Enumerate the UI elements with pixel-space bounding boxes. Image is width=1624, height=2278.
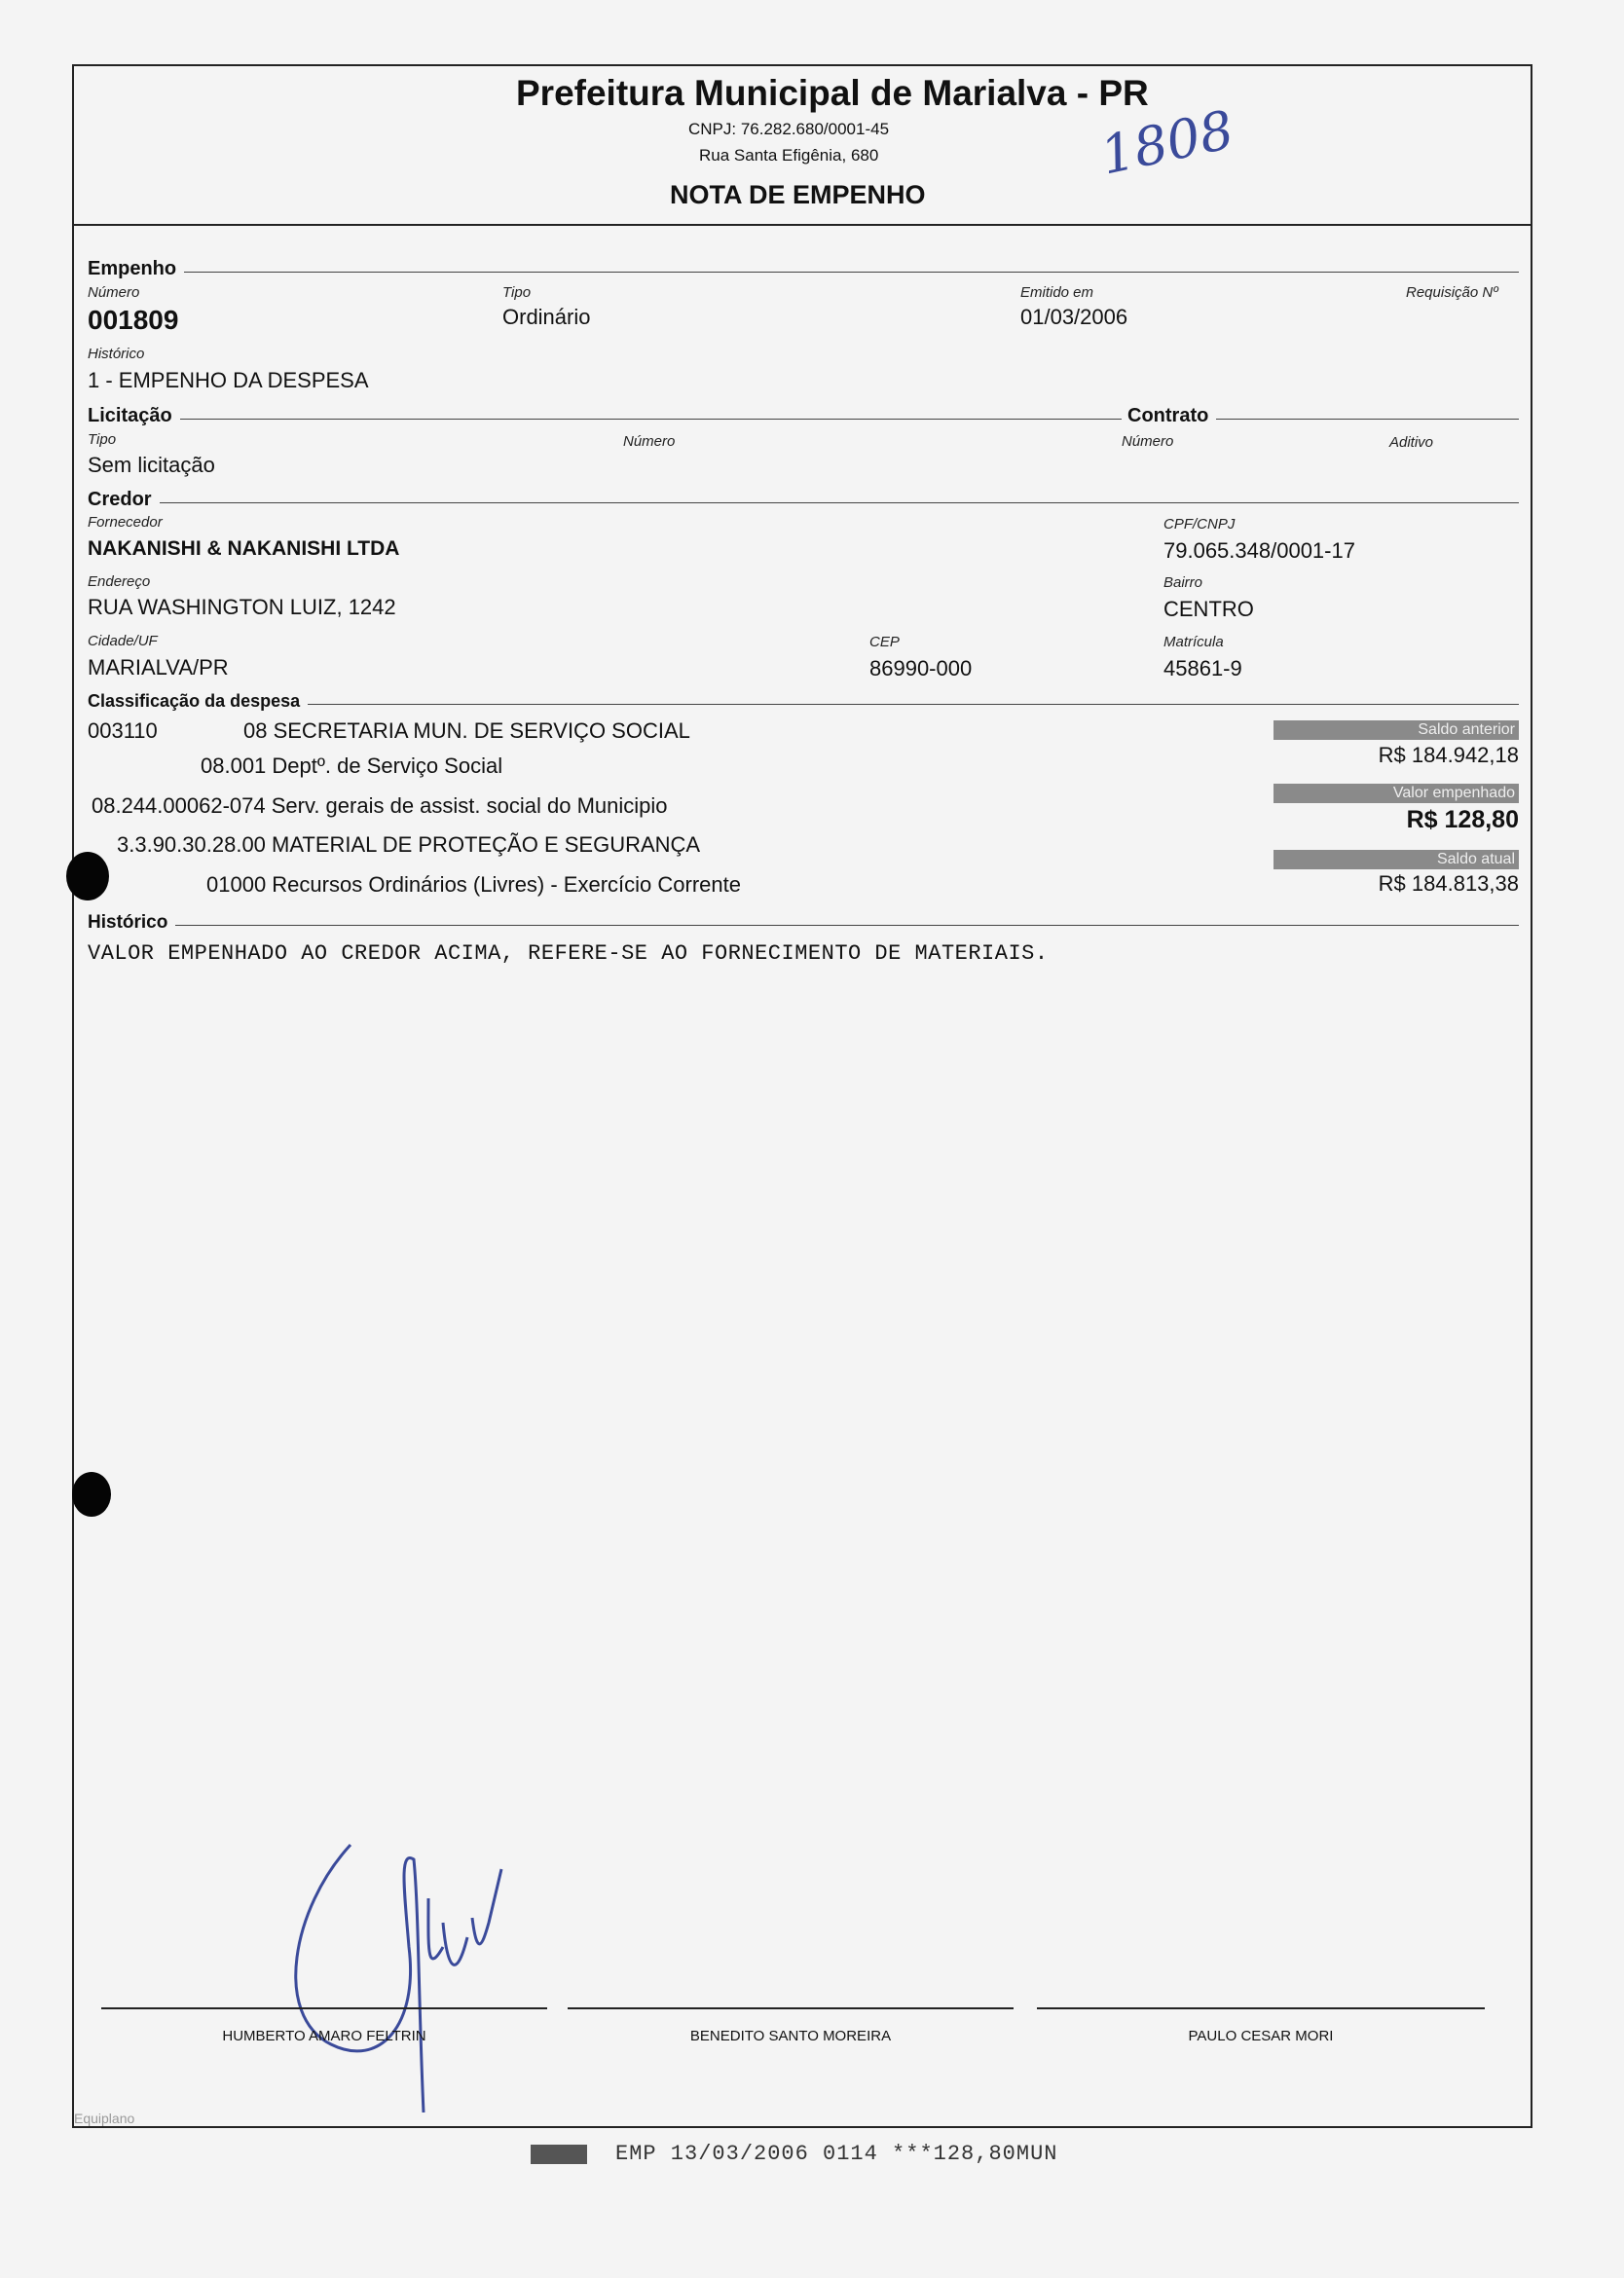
licitacao-numero-label: Número	[623, 433, 676, 450]
cep-label: CEP	[869, 634, 900, 650]
saldo-atual: R$ 184.813,38	[1378, 871, 1519, 896]
section-classificacao: Classificação da despesa	[88, 691, 308, 712]
footer-stamp: EMP 13/03/2006 0114 ***128,80MUN	[615, 2142, 1058, 2166]
cnpj: CNPJ: 76.282.680/0001-45	[688, 120, 890, 138]
licitacao-rule	[88, 419, 1519, 420]
signature-scribble	[282, 1830, 516, 2113]
cidade-uf: MARIALVA/PR	[88, 655, 229, 680]
saldo-anterior: R$ 184.942,18	[1378, 743, 1519, 767]
page-title: Prefeitura Municipal de Marialva - PR	[516, 73, 1149, 113]
cidade-label: Cidade/UF	[88, 633, 158, 649]
document-title: NOTA DE EMPENHO	[670, 180, 926, 209]
bairro-label: Bairro	[1163, 574, 1203, 591]
empenho-historico: 1 - EMPENHO DA DESPESA	[88, 368, 369, 392]
signature-name-3: PAULO CESAR MORI	[1188, 2028, 1334, 2044]
signature-line-1	[101, 2007, 547, 2009]
stamp-logo	[531, 2145, 587, 2164]
section-historico: Histórico	[88, 912, 175, 934]
fornecedor-label: Fornecedor	[88, 514, 163, 531]
signature-line-2	[568, 2007, 1014, 2009]
licitacao-tipo-label: Tipo	[88, 431, 117, 448]
punch-hole-top	[66, 852, 109, 900]
contrato-numero-label: Número	[1122, 433, 1174, 450]
emitido-date: 01/03/2006	[1020, 305, 1128, 329]
valor-empenhado-label: Valor empenhado	[1273, 784, 1519, 803]
section-empenho: Empenho	[88, 258, 184, 280]
endereco-label: Endereço	[88, 573, 151, 590]
section-licitacao: Licitação	[88, 405, 180, 427]
tipo-label: Tipo	[502, 284, 532, 301]
historico-text: VALOR EMPENHADO AO CREDOR ACIMA, REFERE-SE AO FORNECIMENTO DE MATERIAIS.	[88, 941, 1049, 966]
empenho-numero: 001809	[88, 305, 179, 335]
header-divider	[72, 224, 1532, 226]
bairro: CENTRO	[1163, 597, 1254, 621]
classificacao-line3: 08.244.00062-074 Serv. gerais de assist. social do Municipio	[92, 793, 668, 818]
classificacao-line4: 3.3.90.30.28.00 MATERIAL DE PROTEÇÃO E SEGURANÇA	[117, 832, 701, 857]
empenho-tipo: Ordinário	[502, 305, 591, 329]
licitacao-tipo: Sem licitação	[88, 453, 215, 477]
classificacao-code: 003110	[88, 718, 158, 743]
numero-label: Número	[88, 284, 140, 301]
requisicao-label: Requisição Nº	[1406, 284, 1498, 301]
saldo-anterior-label: Saldo anterior	[1273, 720, 1519, 740]
classificacao-line5: 01000 Recursos Ordinários (Livres) - Exercício Corrente	[206, 872, 741, 897]
classificacao-line2: 08.001 Deptº. de Serviço Social	[201, 753, 503, 778]
signature-name-2: BENEDITO SANTO MOREIRA	[689, 2028, 892, 2044]
endereco: RUA WASHINGTON LUIZ, 1242	[88, 595, 396, 619]
handwritten-number: 1808	[1094, 98, 1239, 187]
section-contrato: Contrato	[1122, 405, 1216, 427]
empenho-rule	[88, 272, 1519, 273]
matricula-label: Matrícula	[1163, 634, 1224, 650]
section-credor: Credor	[88, 489, 160, 511]
address: Rua Santa Efigênia, 680	[699, 146, 879, 165]
software-watermark: Equiplano	[74, 2111, 135, 2126]
credor-rule	[88, 502, 1519, 503]
cpf-cnpj: 79.065.348/0001-17	[1163, 538, 1355, 563]
emitido-label: Emitido em	[1020, 284, 1094, 301]
saldo-atual-label: Saldo atual	[1273, 850, 1519, 869]
classificacao-line1: 08 SECRETARIA MUN. DE SERVIÇO SOCIAL	[243, 718, 690, 743]
punch-hole-bottom	[72, 1472, 111, 1517]
contrato-aditivo-label: Aditivo	[1389, 434, 1434, 451]
cpf-label: CPF/CNPJ	[1163, 516, 1236, 533]
historico-label: Histórico	[88, 346, 145, 362]
matricula: 45861-9	[1163, 656, 1242, 680]
signature-name-1: HUMBERTO AMARO FELTRIN	[222, 2028, 426, 2044]
signature-line-3	[1037, 2007, 1485, 2009]
fornecedor: NAKANISHI & NAKANISHI LTDA	[88, 537, 400, 560]
historico-rule	[88, 925, 1519, 926]
cep: 86990-000	[869, 656, 973, 680]
valor-empenhado: R$ 128,80	[1406, 806, 1519, 833]
